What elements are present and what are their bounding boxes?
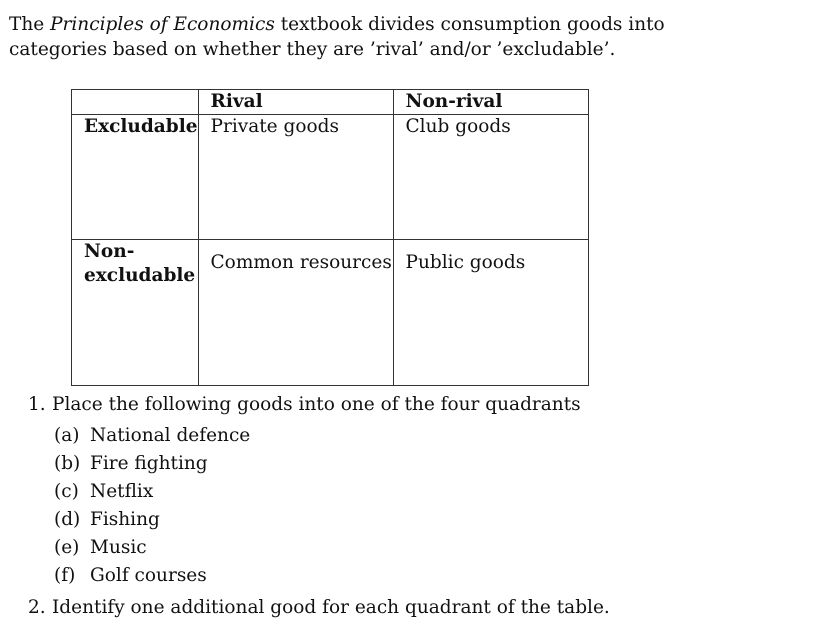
list-item-label: (d)	[54, 509, 81, 530]
table-row-excludable	[72, 115, 589, 240]
list-item-text: Golf courses	[90, 565, 207, 586]
list-item	[54, 536, 147, 560]
row-header-excludable: Excludable	[72, 115, 199, 240]
book-title: Principles of Economics	[50, 14, 275, 35]
col-header-nonrival: Non-rival	[393, 90, 588, 115]
cell-common-resources: Common resources	[198, 240, 393, 386]
question-2-text: Identify one additional good for each quadrant of the table.	[52, 597, 610, 618]
cell-club-goods: Club goods	[393, 115, 588, 240]
list-item	[54, 452, 208, 476]
intro-paragraph	[9, 12, 689, 62]
list-item	[54, 564, 207, 588]
list-item-label: (e)	[54, 537, 80, 558]
list-item-label: (c)	[54, 481, 79, 502]
list-item-text: Fishing	[90, 509, 160, 530]
list-item-text: Fire fighting	[90, 453, 208, 474]
table-row-non-excludable	[72, 240, 589, 386]
cell-private-goods: Private goods	[198, 115, 393, 240]
list-item-text: National defence	[90, 425, 251, 446]
question-2	[28, 596, 610, 620]
list-item-label: (a)	[54, 425, 80, 446]
row-header-non-excludable-line2: excludable	[84, 265, 196, 286]
row-header-non-excludable-line1: Non-	[84, 241, 135, 262]
list-item-text: Music	[90, 537, 147, 558]
list-item	[54, 424, 250, 448]
col-header-rival: Rival	[198, 90, 393, 115]
intro-prefix: The	[9, 14, 51, 35]
goods-classification-table	[71, 89, 589, 386]
list-item	[54, 480, 153, 504]
intro-line1-rest: textbook divides consumption goods into	[274, 14, 665, 35]
list-item	[54, 508, 160, 532]
question-1-text: Place the following goods into one of the four quadrants	[52, 394, 581, 415]
table-header-row	[72, 90, 589, 115]
cell-public-goods: Public goods	[393, 240, 588, 386]
question-2-number: 2.	[28, 597, 46, 618]
list-item-text: Netflix	[90, 481, 154, 502]
list-item-label: (f)	[54, 565, 76, 586]
intro-line2: categories based on whether they are ’rival’ and/or ’excludable’.	[9, 39, 616, 60]
question-1-number: 1.	[28, 394, 46, 415]
list-item-label: (b)	[54, 453, 81, 474]
row-header-non-excludable	[72, 240, 199, 386]
table-corner-cell	[72, 90, 199, 115]
question-1	[28, 393, 581, 417]
